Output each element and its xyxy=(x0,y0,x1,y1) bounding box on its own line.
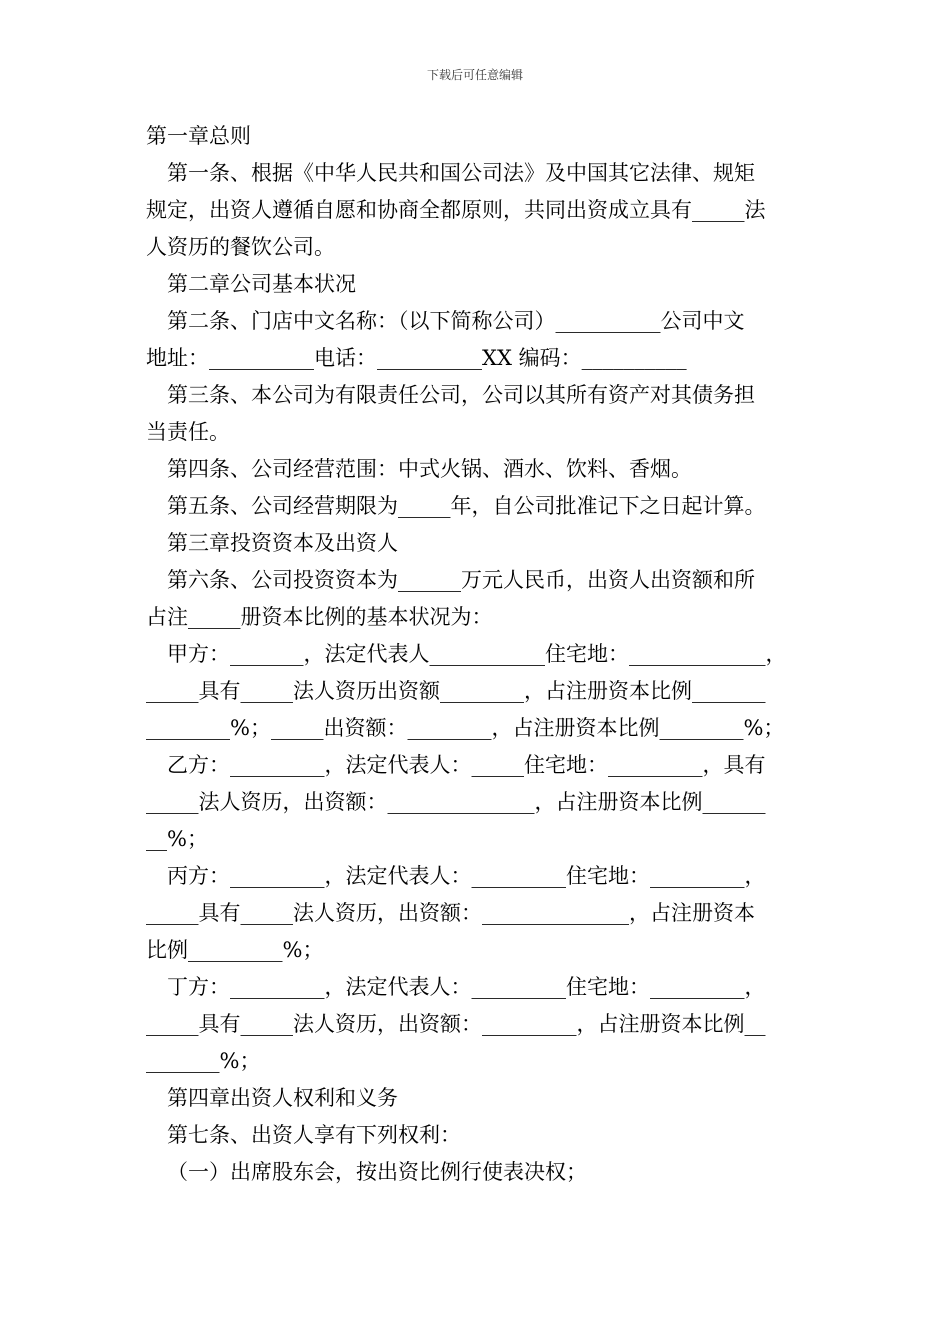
text-line: 丙方：_________，法定代表人：_________住宅地：_________， xyxy=(167,864,766,888)
document-body xyxy=(146,118,812,1191)
text-line: 规定，出资人遵循自愿和协商全都原则，共同出资成立具有_____法 xyxy=(146,198,766,222)
text-line: _____法人资历，出资额：______________，占注册资本比例______ xyxy=(146,790,766,814)
text-line: 占注_____册资本比例的基本状况为： xyxy=(146,605,493,629)
header-note: 下载后可任意编辑 xyxy=(426,68,523,82)
text-line: （一）出席股东会，按出资比例行使表决权； xyxy=(167,1160,587,1184)
text-line: __%； xyxy=(146,827,208,851)
text-line: 人资历的餐饮公司。 xyxy=(146,235,335,259)
text-line: 第二条、门店中文名称：（以下简称公司）__________公司中文 xyxy=(167,309,745,333)
text-line: 第三条、本公司为有限责任公司，公司以其所有资产对其债务担 xyxy=(167,383,755,407)
text-line: 乙方：_________，法定代表人：_____住宅地：_________，具有 xyxy=(167,753,766,777)
text-line: _______%； xyxy=(146,1049,261,1073)
text-line: 第一章总则 xyxy=(146,124,251,148)
text-line: 第三章投资资本及出资人 xyxy=(167,531,398,555)
text-line: 第一条、根据《中华人民共和国公司法》及中国其它法律、规矩 xyxy=(167,161,755,185)
text-line: 第四条、公司经营范围：中式火锅、酒水、饮料、香烟。 xyxy=(167,457,692,481)
text-line: 比例_________%； xyxy=(146,938,324,962)
text-line: 第二章公司基本状况 xyxy=(167,272,356,296)
text-line: 当责任。 xyxy=(146,420,230,444)
text-line: 丁方：_________，法定代表人：_________住宅地：_________， xyxy=(167,975,766,999)
text-line: 地址：__________电话：__________XX 编码：__________ xyxy=(146,346,687,370)
text-line: 第七条、出资人享有下列权利： xyxy=(167,1123,461,1147)
text-line: _____具有_____法人资历出资额________，占注册资本比例_______ xyxy=(146,679,766,703)
text-line: _____具有_____法人资历，出资额：_________，占注册资本比例__ xyxy=(146,1012,766,1036)
text-line: ________%；_____出资额：________，占注册资本比例________%； xyxy=(146,716,785,740)
text-line: _____具有_____法人资历，出资额：______________，占注册资本 xyxy=(146,901,755,925)
text-line: 甲方：_______，法定代表人___________住宅地：_____________， xyxy=(167,642,787,666)
text-line: 第六条、公司投资资本为______万元人民币，出资人出资额和所 xyxy=(167,568,755,592)
text-line: 第五条、公司经营期限为_____年，自公司批准记下之日起计算。 xyxy=(167,494,766,518)
text-line: 第四章出资人权利和义务 xyxy=(167,1086,398,1110)
